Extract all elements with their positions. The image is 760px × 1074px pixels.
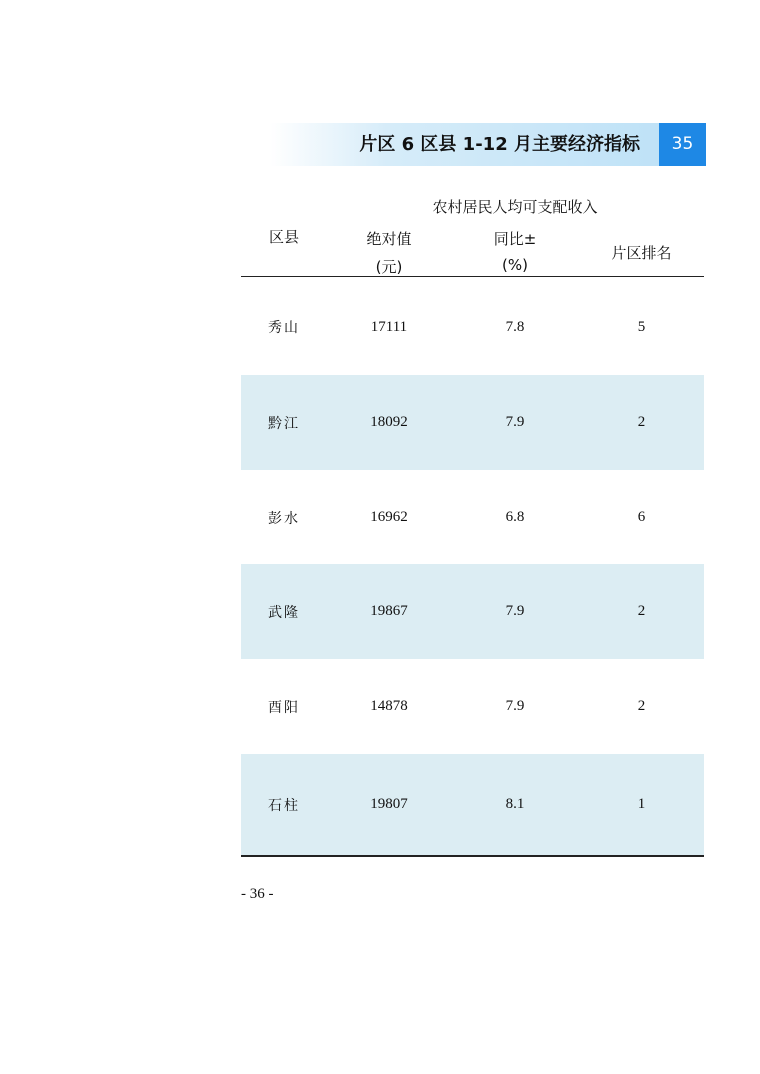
rank-cell: 2: [637, 698, 646, 714]
table-row: [241, 754, 704, 855]
table-row: [241, 564, 704, 659]
section-title: 片区 6 区县 1-12 月主要经济指标: [359, 134, 640, 155]
county-cell: 石柱: [268, 797, 300, 814]
county-cell: 秀山: [268, 320, 300, 336]
county-cell: 彭水: [268, 510, 300, 527]
absolute-value-cell: 17111: [370, 318, 408, 335]
yoy-cell: 7.9: [505, 414, 525, 430]
table-bottom-rule: [241, 855, 704, 857]
rank-cell: 5: [637, 318, 646, 335]
column-header-rank: 片区排名: [611, 244, 672, 262]
section-page-badge: 35: [659, 123, 706, 166]
absolute-value-cell: 19807: [370, 796, 408, 812]
absolute-value-cell: 19867: [370, 603, 408, 619]
column-header-yoy: 同比±: [493, 230, 537, 248]
column-header-absolute: 绝对值: [366, 230, 412, 248]
table-top-rule: [241, 276, 704, 277]
absolute-value-cell: 16962: [370, 509, 408, 525]
yoy-cell: 7.9: [505, 698, 525, 714]
table-row: [241, 280, 704, 374]
county-cell: 武隆: [268, 604, 300, 621]
absolute-value-cell: 14878: [370, 698, 408, 714]
rank-cell: 2: [637, 414, 646, 430]
yoy-cell: 7.8: [505, 318, 525, 335]
yoy-cell: 7.9: [505, 603, 525, 619]
absolute-value-cell: 18092: [370, 414, 408, 430]
rank-cell: 1: [637, 796, 646, 812]
yoy-cell: 6.8: [505, 509, 525, 525]
table-row: [241, 659, 704, 754]
county-cell: 黔江: [268, 415, 300, 432]
county-cell: 酉阳: [268, 699, 300, 716]
column-header-absolute-unit: (元): [375, 258, 403, 276]
rank-cell: 2: [637, 603, 646, 619]
table-row: [241, 375, 704, 470]
rank-cell: 6: [637, 509, 646, 525]
yoy-cell: 8.1: [505, 796, 525, 812]
column-header-county: 区县: [268, 228, 299, 246]
column-header-yoy-unit: (%): [502, 256, 528, 274]
group-header-rural-income: 农村居民人均可支配收入: [432, 198, 598, 216]
table-row: [241, 470, 704, 565]
page-number: - 36 -: [241, 886, 274, 902]
